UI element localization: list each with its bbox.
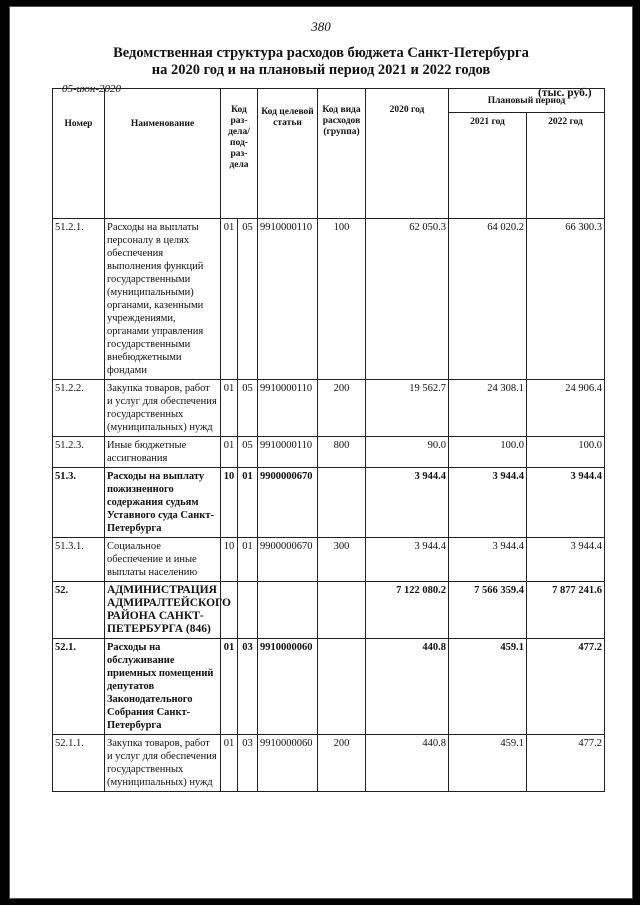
header-name: Наименование [105, 89, 221, 219]
row-target-code: 9910000060 [258, 639, 318, 735]
table-row [53, 437, 605, 468]
row-2020: 90.0 [366, 437, 449, 468]
row-target-code: 9910000110 [258, 219, 318, 380]
row-target-code: 9900000670 [258, 538, 318, 582]
row-number: 52. [53, 582, 105, 639]
row-expense-type [318, 639, 366, 735]
row-name: Закупка товаров, работ и услуг для обеспечения государственных (муниципальных) нужд [105, 735, 221, 792]
row-target-code: 9910000060 [258, 735, 318, 792]
row-name: Расходы на обслуживание приемных помещений депутатов Законодательного Собрания Санкт-Петербурга [105, 639, 221, 735]
row-expense-type [318, 468, 366, 538]
row-2021: 3 944.4 [449, 538, 527, 582]
row-section: 01 [221, 380, 238, 437]
table-row [53, 219, 605, 380]
header-2022: 2022 год [527, 113, 605, 219]
row-section: 01 [221, 219, 238, 380]
budget-table [52, 88, 605, 792]
row-2021: 459.1 [449, 639, 527, 735]
row-subsection: 05 [238, 380, 258, 437]
row-name: Расходы на выплату пожизненного содержания судьям Уставного суда Санкт-Петербурга [105, 468, 221, 538]
row-2020: 3 944.4 [366, 538, 449, 582]
row-section: 01 [221, 735, 238, 792]
header-2021: 2021 год [449, 113, 527, 219]
row-expense-type: 300 [318, 538, 366, 582]
title-line-2: на 2020 год и на плановый период 2021 и 2022 годов [151, 62, 491, 78]
row-subsection: 05 [238, 219, 258, 380]
header-planned-period: Плановый период [449, 89, 605, 113]
row-section: 10 [221, 468, 238, 538]
row-target-code: 9910000110 [258, 437, 318, 468]
row-name: Иные бюджетные ассигнования [105, 437, 221, 468]
row-subsection: 03 [238, 735, 258, 792]
row-2022: 100.0 [527, 437, 605, 468]
header-section-code: Код раз- дела/ под- раз- дела [221, 89, 258, 219]
row-2022: 24 906.4 [527, 380, 605, 437]
table-row [53, 639, 605, 735]
row-subsection [238, 582, 258, 639]
table-row [53, 538, 605, 582]
row-name: Социальное обеспечение и иные выплаты населению [105, 538, 221, 582]
page-number: 380 [311, 19, 331, 34]
row-section [221, 582, 238, 639]
row-section: 01 [221, 639, 238, 735]
row-2021: 3 944.4 [449, 468, 527, 538]
row-2021: 24 308.1 [449, 380, 527, 437]
row-subsection: 01 [238, 468, 258, 538]
row-name: АДМИНИСТРАЦИЯ АДМИРАЛТЕЙСКОГО РАЙОНА САНКТ-ПЕТЕРБУРГА (846) [105, 582, 221, 639]
row-target-code [258, 582, 318, 639]
row-number: 51.3.1. [53, 538, 105, 582]
title-line-1: Ведомственная структура расходов бюджета Санкт-Петербурга [113, 45, 529, 61]
row-expense-type: 200 [318, 380, 366, 437]
row-section: 01 [221, 437, 238, 468]
row-subsection: 05 [238, 437, 258, 468]
row-2022: 3 944.4 [527, 468, 605, 538]
row-number: 51.2.1. [53, 219, 105, 380]
row-2020: 7 122 080.2 [366, 582, 449, 639]
header-2020: 2020 год [366, 89, 449, 219]
document-date: 05-июн-2020 [62, 83, 122, 95]
row-2022: 3 944.4 [527, 538, 605, 582]
row-number: 52.1. [53, 639, 105, 735]
row-2022: 477.2 [527, 639, 605, 735]
row-2022: 7 877 241.6 [527, 582, 605, 639]
row-2021: 100.0 [449, 437, 527, 468]
row-2022: 66 300.3 [527, 219, 605, 380]
row-expense-type: 200 [318, 735, 366, 792]
header-expense-type-code: Код вида расходов (группа) [318, 89, 366, 219]
row-2020: 440.8 [366, 639, 449, 735]
row-2020: 3 944.4 [366, 468, 449, 538]
row-name: Расходы на выплаты персоналу в целях обеспечения выполнения функций государственными (муниципальными) органами, казенными учреждениями, органами управления государственными внебюджетными фондами [105, 219, 221, 380]
row-expense-type [318, 582, 366, 639]
document-title [10, 45, 632, 79]
row-2021: 459.1 [449, 735, 527, 792]
row-target-code: 9910000110 [258, 380, 318, 437]
table-row [53, 582, 605, 639]
table-row [53, 380, 605, 437]
row-target-code: 9900000670 [258, 468, 318, 538]
row-2020: 19 562.7 [366, 380, 449, 437]
row-subsection: 03 [238, 639, 258, 735]
row-expense-type: 800 [318, 437, 366, 468]
table-row [53, 735, 605, 792]
row-name: Закупка товаров, работ и услуг для обеспечения государственных (муниципальных) нужд [105, 380, 221, 437]
row-2020: 440.8 [366, 735, 449, 792]
header-number: Номер [53, 89, 105, 219]
row-section: 10 [221, 538, 238, 582]
row-2020: 62 050.3 [366, 219, 449, 380]
row-2021: 7 566 359.4 [449, 582, 527, 639]
row-number: 52.1.1. [53, 735, 105, 792]
row-expense-type: 100 [318, 219, 366, 380]
table-row [53, 468, 605, 538]
row-number: 51.2.3. [53, 437, 105, 468]
units-label: (тыс. руб.) [538, 87, 592, 99]
row-number: 51.2.2. [53, 380, 105, 437]
row-subsection: 01 [238, 538, 258, 582]
row-2022: 477.2 [527, 735, 605, 792]
row-number: 51.3. [53, 468, 105, 538]
row-2021: 64 020.2 [449, 219, 527, 380]
header-target-code: Код целевой статьи [258, 89, 318, 219]
